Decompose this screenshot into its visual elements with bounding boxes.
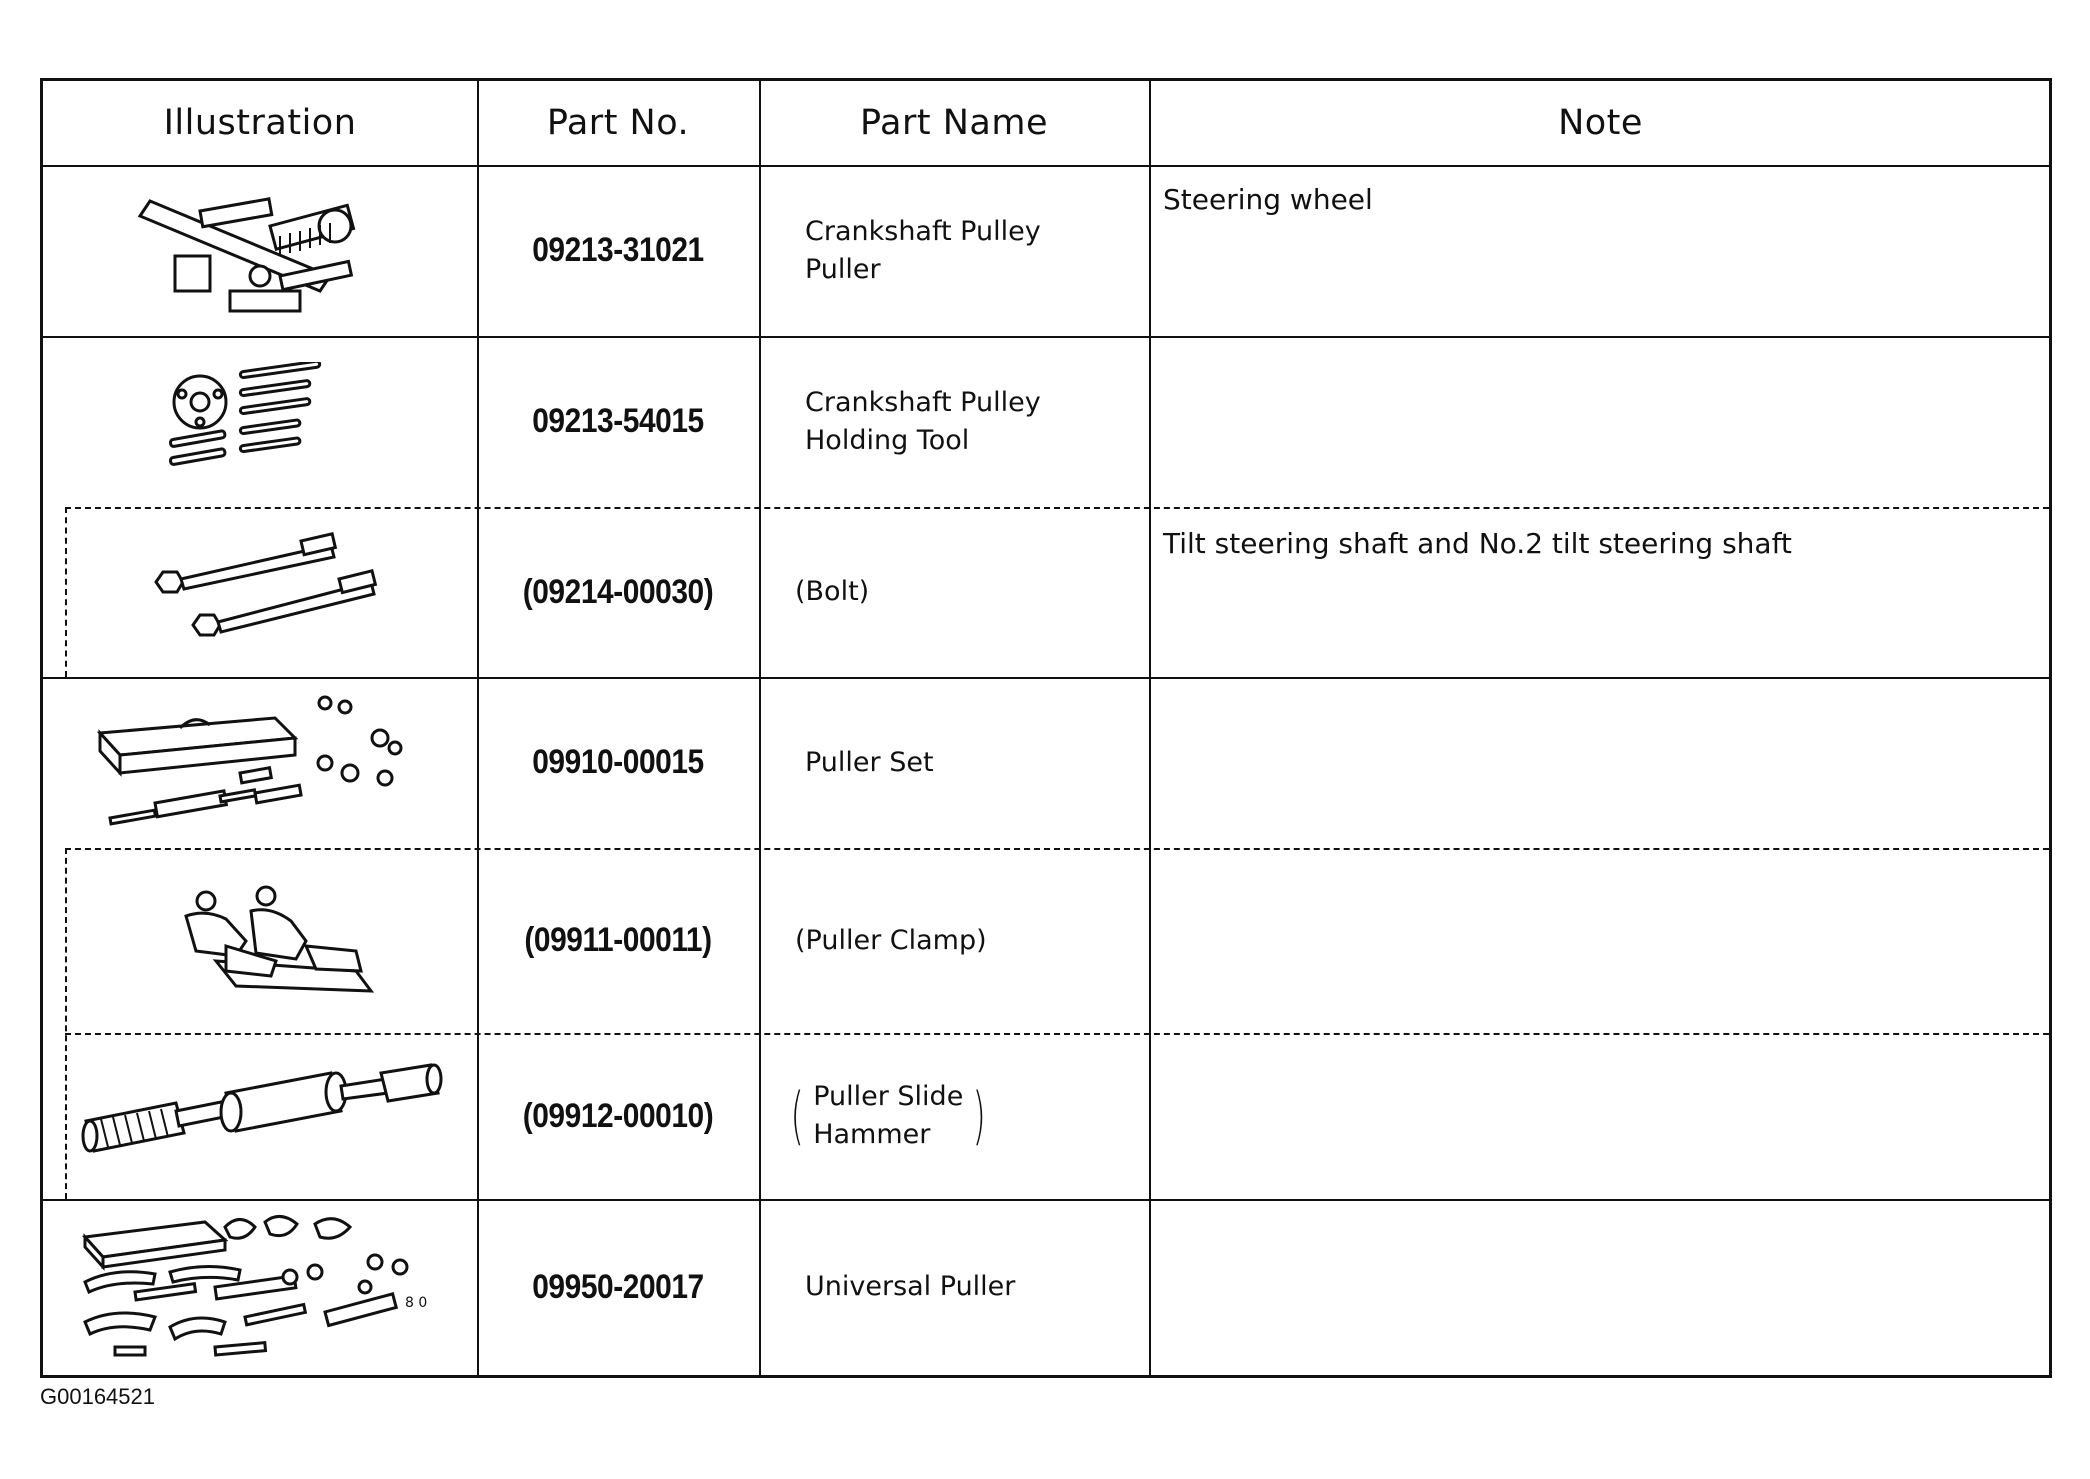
figure-id: G00164521 [40, 1384, 155, 1409]
part-number: 09213-54015 [532, 402, 704, 440]
part-number: (09911-00011) [524, 921, 712, 959]
table-row-illustration [65, 848, 477, 1033]
part-note [1149, 356, 2052, 506]
part-note [1149, 868, 2052, 1018]
bracketed-name [781, 1078, 996, 1154]
table-row-illustration [65, 507, 477, 677]
part-name: Crankshaft Pulley Puller [805, 215, 1041, 285]
part-number: (09214-00030) [522, 572, 714, 611]
part-name: Universal Puller [805, 1271, 1016, 1302]
part-name-cell [759, 1033, 1149, 1199]
puller-set-icon [95, 693, 425, 833]
part-number: 09213-31021 [532, 231, 704, 269]
bolt-icon [141, 527, 401, 657]
part-number: 09950-20017 [532, 1267, 704, 1306]
slide-hammer-icon [76, 1061, 466, 1171]
special-tools-table [40, 78, 2052, 1378]
part-name: (Puller Clamp) [795, 924, 987, 956]
header-note: Note [1558, 103, 1643, 143]
part-number: 09910-00015 [532, 743, 704, 781]
header-part-name: Part Name [860, 103, 1048, 143]
table-row-illustration [43, 336, 477, 507]
holding-tool-icon [160, 362, 360, 482]
header-illustration: Illustration [163, 103, 357, 143]
part-number: (09912-00010) [522, 1096, 714, 1135]
column-divider [477, 81, 479, 1375]
part-name: Puller Set [805, 746, 934, 778]
table-row-illustration [43, 165, 477, 336]
close-paren: ) [972, 1079, 987, 1152]
table-row-illustration [65, 1033, 477, 1199]
part-note: Tilt steering shaft and No.2 tilt steering shaft [1163, 527, 1792, 560]
table-row-illustration [43, 1199, 477, 1375]
part-name: Crankshaft Pulley Holding Tool [805, 386, 1041, 456]
part-name: (Bolt) [795, 576, 870, 607]
table-row-illustration [43, 677, 477, 848]
part-note [1149, 697, 2052, 847]
crankshaft-pulley-puller-icon [130, 181, 390, 321]
open-paren: ( [790, 1079, 804, 1152]
part-note [1149, 1053, 2052, 1193]
header-part-no: Part No. [546, 103, 690, 143]
svg-text:8 0: 8 0 [405, 1295, 428, 1311]
part-name: Puller Slide Hammer [813, 1081, 964, 1150]
puller-clamp-icon [156, 881, 386, 1001]
universal-puller-icon [75, 1212, 445, 1362]
part-note: Steering wheel [1163, 183, 1373, 216]
part-note [1149, 1219, 2052, 1369]
